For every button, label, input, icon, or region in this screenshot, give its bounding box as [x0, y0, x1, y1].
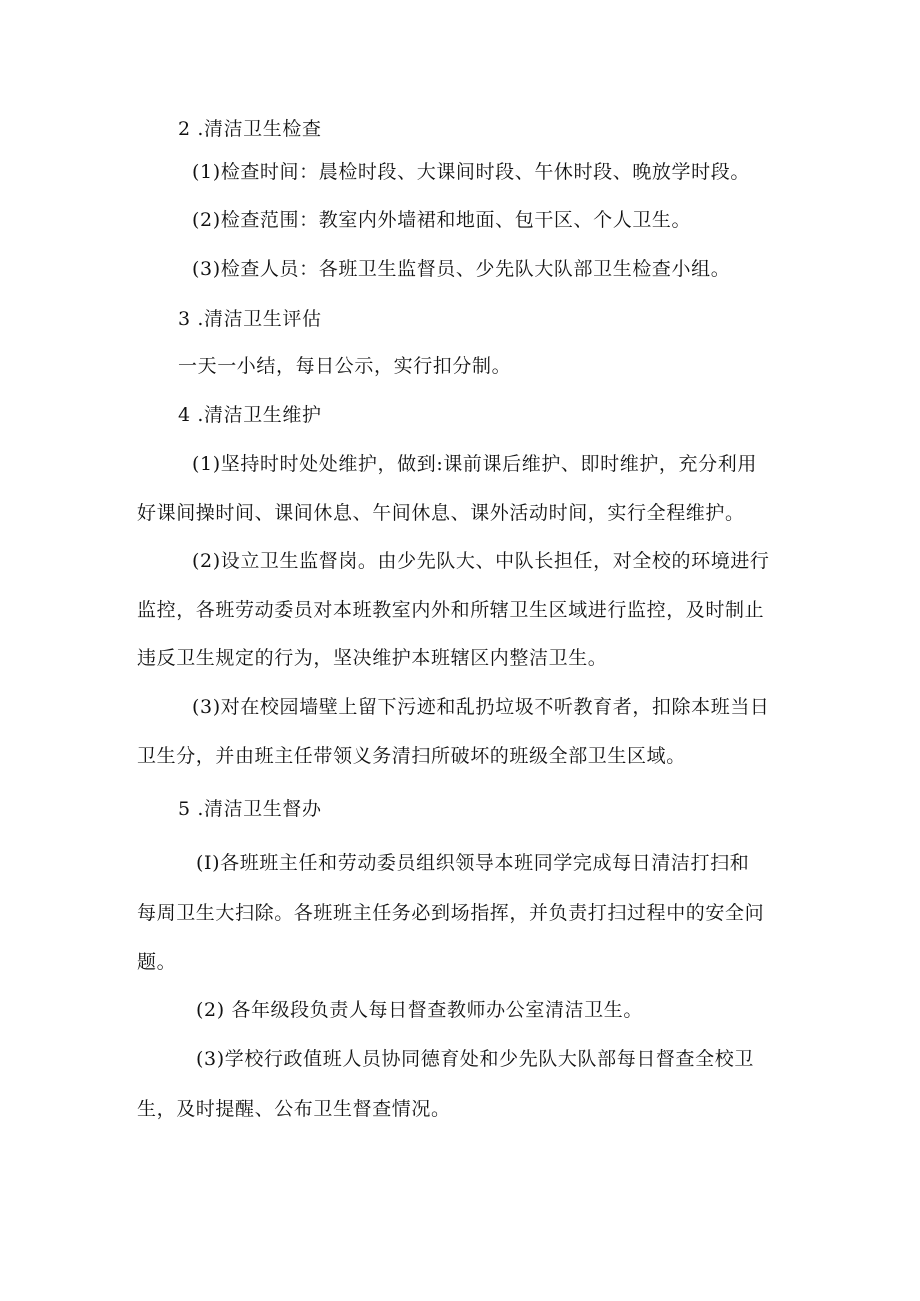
paragraph-line: (1)检查时间：晨检时段、大课间时段、午休时段、晚放学时段。 — [192, 161, 750, 183]
paragraph-line: (2) 各年级段负责人每日督查教师办公室清洁卫生。 — [196, 999, 643, 1021]
paragraph-line: (2)设立卫生监督岗。由少先队大、中队长担任，对全校的环境进行 — [192, 550, 770, 572]
paragraph-line: 生，及时提醒、公布卫生督查情况。 — [137, 1098, 451, 1120]
paragraph-line: 一天一小结，每日公示，实行扣分制。 — [178, 355, 512, 377]
paragraph-line: 卫生分，并由班主任带领义务清扫所破坏的班级全部卫生区域。 — [137, 745, 686, 767]
paragraph-line: (3)学校行政值班人员协同德育处和少先队大队部每日督查全校卫 — [196, 1048, 754, 1070]
paragraph-line: (I)各班班主任和劳动委员组织领导本班同学完成每日清洁打扫和 — [196, 852, 750, 874]
paragraph-line: 题。 — [137, 951, 177, 973]
heading-2-inspection: 2 .清洁卫生检查 — [178, 118, 322, 140]
paragraph-line: (2)检查范围：教室内外墙裙和地面、包干区、个人卫生。 — [192, 209, 692, 231]
paragraph-line: 违反卫生规定的行为，坚决维护本班辖区内整洁卫生。 — [137, 647, 608, 669]
heading-4-maintenance: 4 .清洁卫生维护 — [178, 404, 322, 426]
paragraph-line: 每周卫生大扫除。各班班主任务必到场指挥，并负责打扫过程中的安全问 — [137, 902, 765, 924]
paragraph-line: (1)坚持时时处处维护，做到:课前课后维护、即时维护，充分利用 — [192, 453, 757, 475]
heading-3-evaluation: 3 .清洁卫生评估 — [178, 308, 322, 330]
paragraph-line: (3)对在校园墙壁上留下污迹和乱扔垃圾不听教育者，扣除本班当日 — [192, 696, 770, 718]
paragraph-line: (3)检查人员：各班卫生监督员、少先队大队部卫生检查小组。 — [192, 258, 731, 280]
heading-5-supervision: 5 .清洁卫生督办 — [178, 798, 322, 820]
paragraph-line: 好课间操时间、课间休息、午间休息、课外活动时间，实行全程维护。 — [137, 502, 745, 524]
paragraph-line: 监控，各班劳动委员对本班教室内外和所辖卫生区域进行监控，及时制止 — [137, 599, 765, 621]
